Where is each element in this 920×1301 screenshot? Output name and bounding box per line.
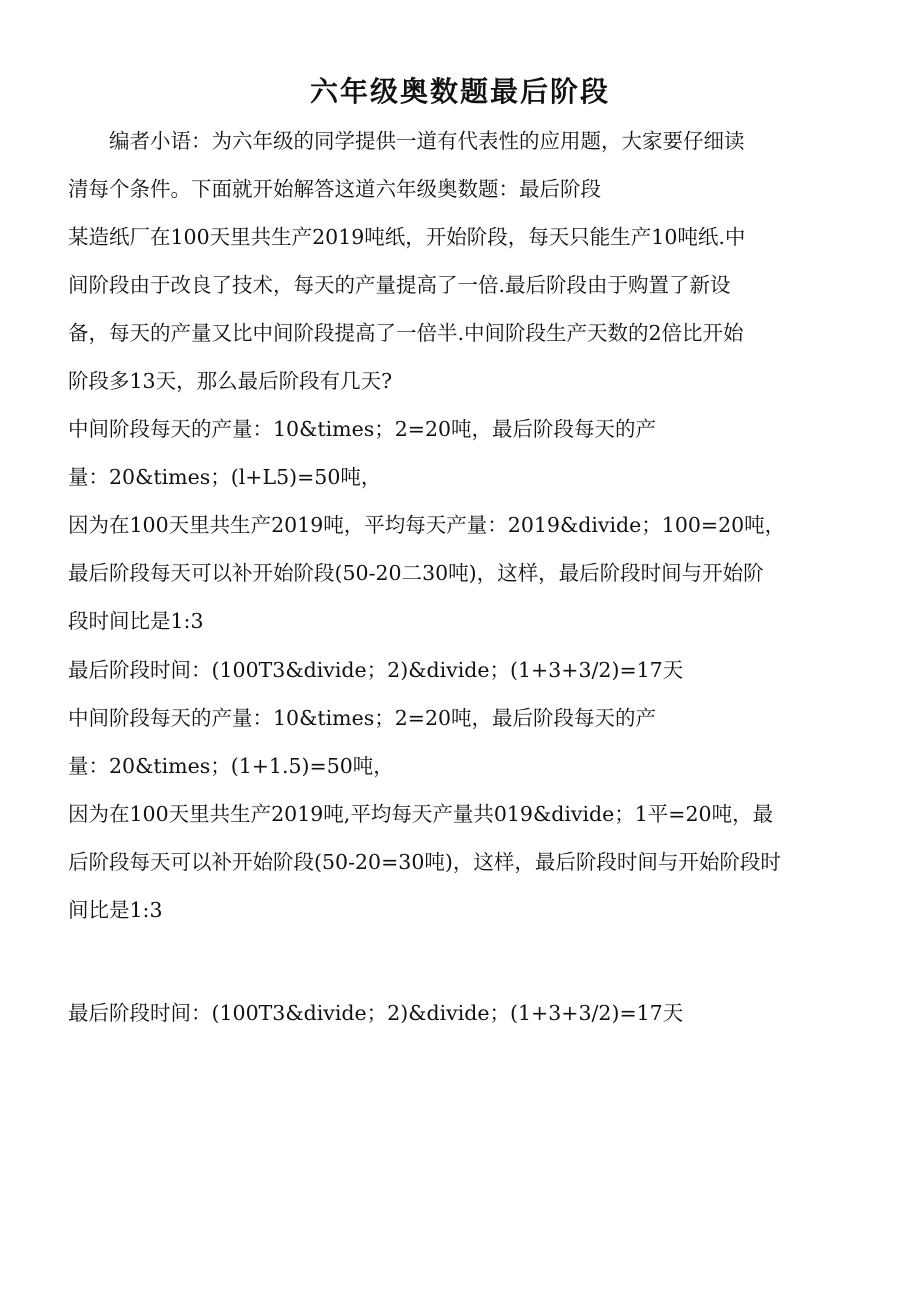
solution-line-7: 中间阶段每天的产量：10&times；2=20吨，最后阶段每天的产 [68, 706, 657, 730]
solution-line-8: 量：20&times；(1+1.5)=50吨， [68, 754, 394, 778]
solution-line-3: 因为在100天里共生产2019吨，平均每天产量：2019&divide；100=20吨， [68, 513, 786, 537]
solution-line-2: 量：20&times；(l+L5)=50吨， [68, 465, 382, 489]
problem-line-3: 备，每天的产量又比中间阶段提高了一倍半.中间阶段生产天数的2倍比开始 [68, 321, 744, 345]
document-title: 六年级奥数题最后阶段 [309, 75, 610, 108]
solution-line-5: 段时间比是1:3 [68, 609, 204, 633]
solution-line-1: 中间阶段每天的产量：10&times；2=20吨，最后阶段每天的产 [68, 417, 657, 441]
solution-line-12: 最后阶段时间：(100T3&divide；2)&divide；(1+3+3/2)=17天 [68, 1001, 684, 1025]
problem-line-2: 间阶段由于改良了技术，每天的产量提高了一倍.最后阶段由于购置了新设 [68, 273, 731, 297]
solution-line-11: 间比是1:3 [68, 898, 163, 922]
solution-line-10: 后阶段每天可以补开始阶段(50-20=30吨)，这样，最后阶段时间与开始阶段时 [68, 850, 781, 874]
solution-line-4: 最后阶段每天可以补开始阶段(50-20二30吨)，这样，最后阶段时间与开始阶 [68, 561, 764, 585]
problem-line-1: 某造纸厂在100天里共生产2019吨纸，开始阶段，每天只能生产10吨纸.中 [68, 225, 746, 249]
intro-line-2: 清每个条件。下面就开始解答这道六年级奥数题：最后阶段 [68, 177, 601, 201]
problem-line-4: 阶段多13天，那么最后阶段有几天? [68, 369, 393, 393]
solution-line-6: 最后阶段时间：(100T3&divide；2)&divide；(1+3+3/2)=17天 [68, 658, 684, 682]
intro-line-1: 编者小语：为六年级的同学提供一道有代表性的应用题，大家要仔细读 [68, 129, 745, 153]
solution-line-9: 因为在100天里共生产2019吨,平均每天产量共019&divide；1平=20吨，最 [68, 802, 774, 826]
